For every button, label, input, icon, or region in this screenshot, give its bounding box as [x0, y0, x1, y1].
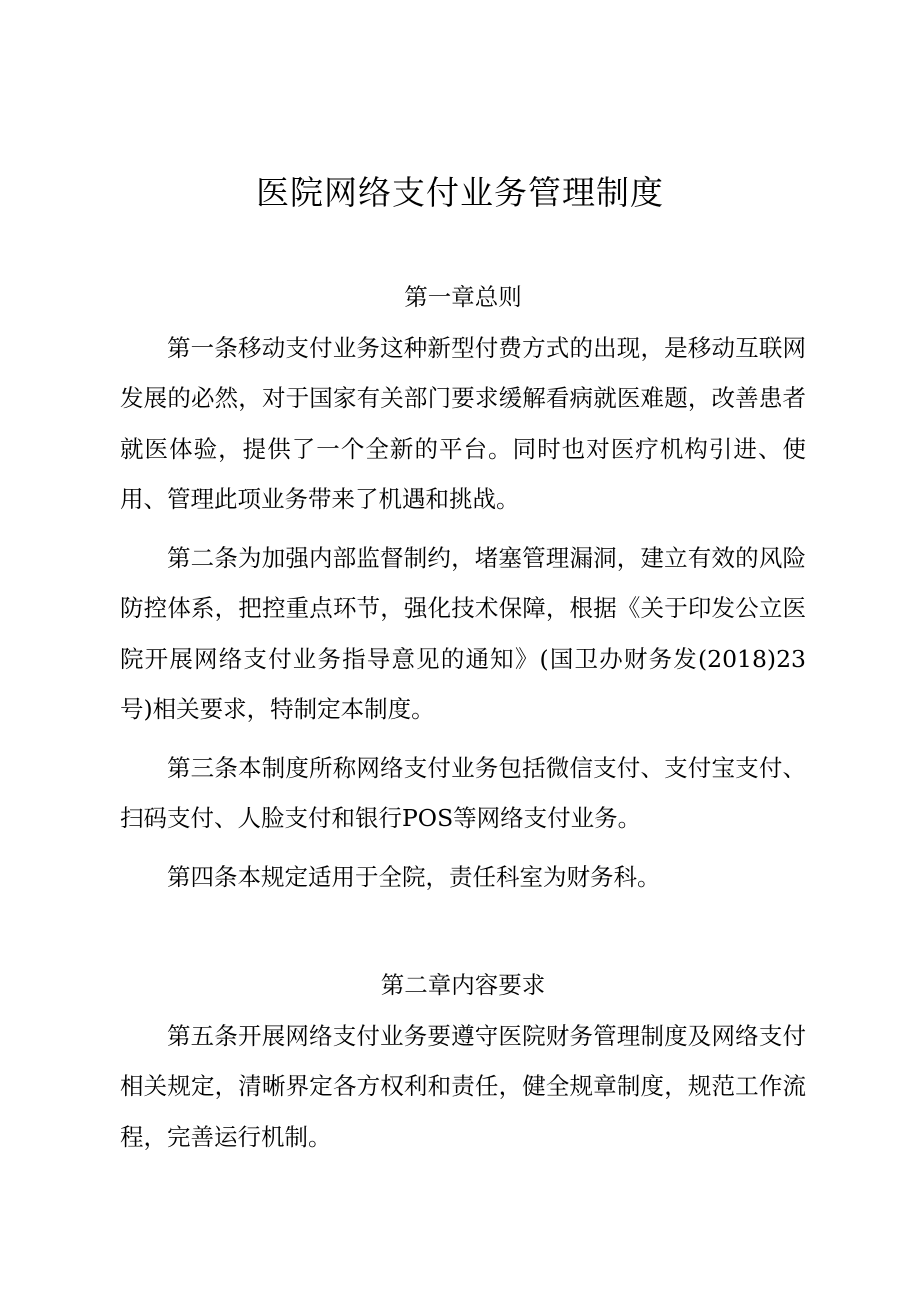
- chapter-heading: 第二章内容要求: [380, 971, 546, 999]
- article-5: 第五条开展网络支付业务要遵守医院财务管理制度及网络支付相关规定，清晰界定各方权利和责任，健全规章制度，规范工作流程，完善运行机制。: [120, 1021, 806, 1151]
- article-3: 第三条本制度所称网络支付业务包括微信支付、支付宝支付、扫码支付、人脸支付和银行POS等网络支付业务。: [120, 753, 806, 832]
- article-4: 第四条本规定适用于全院，责任科室为财务科。: [167, 862, 661, 891]
- document-title: 医院网络支付业务管理制度: [256, 173, 664, 212]
- chapter-spacer: [120, 910, 806, 960]
- chapter-heading: 第一章总则: [404, 283, 522, 311]
- chapter-2: [120, 960, 806, 1162]
- article-1: 第一条移动支付业务这种新型付费方式的出现，是移动互联网发展的必然，对于国家有关部门要求缓解看病就医难题，改善患者就医体验，提供了一个全新的平台。同时也对医疗机构引进、使用、管理此项业务带来了机遇和挑战。: [120, 333, 806, 513]
- article-2: 第二条为加强内部监督制约，堵塞管理漏洞，建立有效的风险防控体系，把控重点环节，强化技术保障，根据《关于印发公立医院开展网络支付业务指导意见的通知》(国卫办财务发(2018)23号)相关要求，特制定本制度。: [120, 543, 806, 723]
- chapter-1: [120, 272, 806, 902]
- document-body: [120, 272, 806, 1170]
